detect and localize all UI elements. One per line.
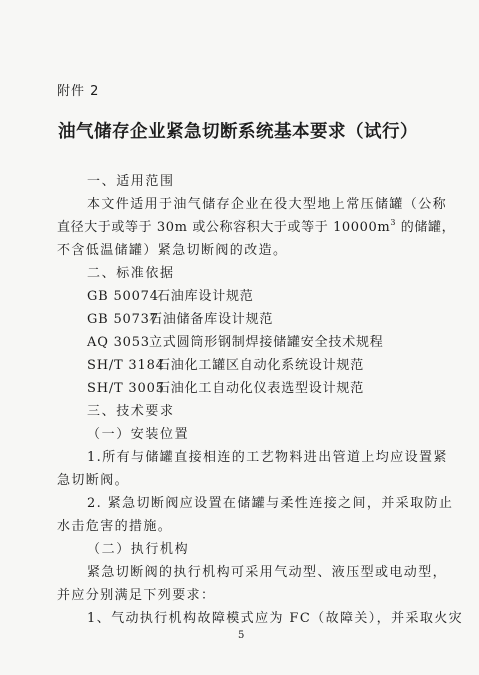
superscript-exponent: 3 xyxy=(390,218,397,227)
standard-name: 石油库设计规范 xyxy=(157,289,254,304)
standard-code: GB 50737 xyxy=(87,312,159,327)
installation-item-1-line-1: 1.所有与储罐直接相连的工艺物料进出管道上均应设置紧 xyxy=(87,450,448,465)
standard-item xyxy=(87,285,254,304)
section-heading-standards: 二、标准依据 xyxy=(87,266,175,281)
standard-item xyxy=(87,331,384,350)
standard-code: AQ 3053 xyxy=(87,335,150,350)
attachment-label: 附件 2 xyxy=(57,84,100,99)
standard-code: SH/T 3005 xyxy=(87,381,165,396)
standard-name: 石油化工罐区自动化系统设计规范 xyxy=(157,358,365,373)
section-heading-scope: 一、适用范围 xyxy=(87,174,175,189)
scope-paragraph-line-1: 本文件适用于油气储存企业在役大型地上常压储罐（公称 xyxy=(87,197,448,212)
installation-item-2-line-2: 水击危害的措施。 xyxy=(57,519,173,534)
scope-line-2-tail: 的储罐， xyxy=(396,220,456,235)
standard-code: GB 50074 xyxy=(87,289,159,304)
scope-paragraph-line-2 xyxy=(57,216,455,235)
installation-item-1-line-2: 急切断阀。 xyxy=(57,473,130,488)
document-title: 油气储存企业紧急切断系统基本要求（试行） xyxy=(58,122,418,142)
standard-name: 石油储备库设计规范 xyxy=(149,312,274,327)
page-number: 5 xyxy=(238,630,245,641)
standard-item xyxy=(87,308,273,327)
standard-code: SH/T 3184 xyxy=(87,358,165,373)
scope-paragraph-line-3: 不含低温储罐）紧急切断阀的改造。 xyxy=(57,243,288,258)
subsection-heading-actuator: （二）执行机构 xyxy=(87,542,190,557)
installation-item-2-line-1: 2. 紧急切断阀应设置在储罐与柔性连接之间，并采取防止 xyxy=(87,496,454,511)
standard-name: 石油化工自动化仪表选型设计规范 xyxy=(157,381,365,396)
standard-item xyxy=(87,354,364,373)
section-heading-technical: 三、技术要求 xyxy=(87,404,175,419)
actuator-item-1-line-1: 1、气动执行机构故障模式应为 FC（故障关），并采取火灾 xyxy=(87,611,464,626)
actuator-paragraph-line-2: 并应分别满足下列要求： xyxy=(57,588,216,603)
actuator-paragraph-line-1: 紧急切断阀的执行机构可采用气动型、液压型或电动型， xyxy=(87,565,448,580)
standard-item xyxy=(87,377,364,396)
scope-line-2-text: 直径大于或等于 30m 或公称容积大于或等于 10000m xyxy=(57,220,391,235)
standard-name: 立式圆筒形钢制焊接储罐安全技术规程 xyxy=(149,335,384,350)
subsection-heading-installation: （一）安装位置 xyxy=(87,427,190,442)
